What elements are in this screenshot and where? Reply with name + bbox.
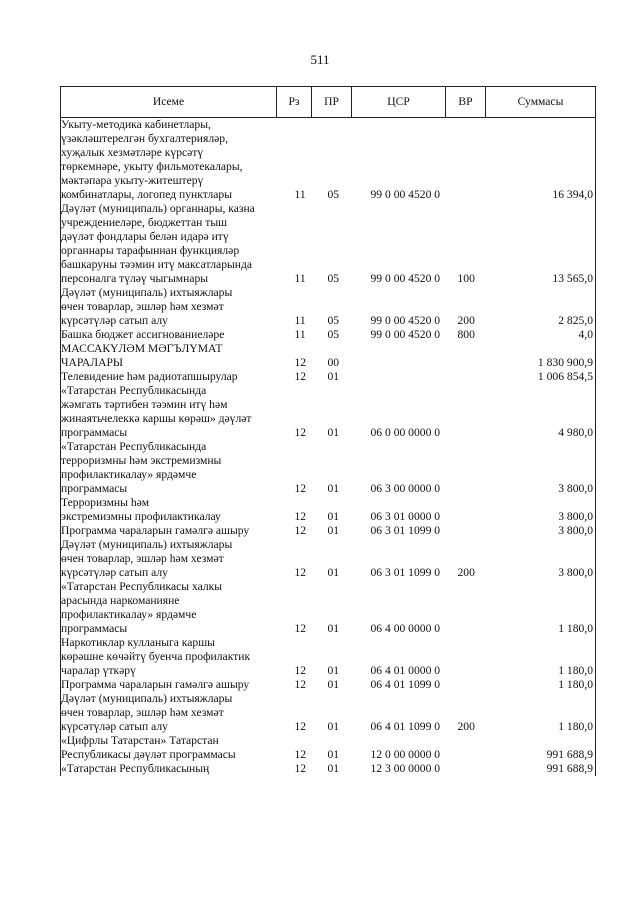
row-pr [312, 496, 352, 524]
row-csr-text: 99 0 00 4520 0 [370, 328, 441, 341]
row-vr [446, 384, 486, 440]
row-pr [312, 636, 352, 678]
row-pr-text: 05 [327, 328, 340, 341]
row-sum [486, 328, 596, 342]
row-pr [312, 692, 352, 734]
row-rz-text: 12 [294, 426, 307, 439]
page-number: 511 [310, 52, 330, 67]
row-sum [486, 342, 596, 370]
row-sum-text: 1 180,0 [558, 678, 593, 691]
row-pr-text: 00 [327, 356, 340, 369]
row-pr-text: 01 [327, 524, 340, 537]
row-pr-text: 05 [327, 188, 340, 201]
row-sum-text: 1 180,0 [558, 622, 593, 635]
row-sum-text: 991 688,9 [546, 748, 593, 761]
row-name-text: МАССАКҮЛӘМ МӘГЪЛҮМАТ ЧАРАЛАРЫ [61, 342, 223, 369]
row-pr-text: 05 [327, 314, 340, 327]
row-vr [446, 328, 486, 342]
header-rz: Рз [277, 87, 312, 118]
table-row [61, 328, 596, 342]
row-rz [277, 328, 312, 342]
table-row [61, 384, 596, 440]
row-sum-text: 3 800,0 [558, 566, 593, 579]
row-rz-text: 11 [294, 272, 306, 285]
row-pr [312, 370, 352, 384]
row-sum [486, 678, 596, 692]
row-name-text: Наркотиклар кулланыга каршы көрәшне көчәйтү буенча профилактик чаралар үткәрү [61, 636, 251, 677]
table-row [61, 580, 596, 636]
row-sum-text: 991 688,9 [546, 762, 593, 775]
row-rz-text: 11 [294, 188, 306, 201]
row-pr [312, 342, 352, 370]
row-name-text: «Татарстан Республикасы халкы арасында наркоманияне профилактикалау» ярдәмче программасы [61, 580, 223, 635]
row-pr-text: 01 [327, 664, 340, 677]
row-pr [312, 538, 352, 580]
row-name-text: «Татарстан Республикасында жәмгать тәртибен тәэмин итү һәм жинаятьчелеккә каршы көрәш» дәүләт программасы [61, 384, 252, 439]
row-name [61, 762, 277, 776]
row-rz-text: 12 [294, 482, 307, 495]
row-pr [312, 762, 352, 776]
row-pr [312, 678, 352, 692]
row-sum [486, 636, 596, 678]
row-name [61, 538, 277, 580]
row-rz-text: 12 [294, 566, 307, 579]
row-rz [277, 678, 312, 692]
header-pr: ПР [312, 87, 352, 118]
row-rz [277, 118, 312, 203]
row-rz-text: 12 [294, 370, 307, 383]
row-csr-text: 12 3 00 0000 0 [370, 762, 441, 775]
row-sum [486, 384, 596, 440]
row-name-text: «Татарстан Республикасында терроризмны һәм экстремизмны профилактикалау» ярдәмче программасы [61, 440, 222, 495]
row-csr [352, 370, 446, 384]
table-row [61, 734, 596, 762]
row-sum [486, 538, 596, 580]
table-row [61, 342, 596, 370]
row-csr [352, 762, 446, 776]
row-sum-text: 4 980,0 [558, 426, 593, 439]
row-csr [352, 524, 446, 538]
row-csr-text: 06 0 00 0000 0 [370, 426, 441, 439]
row-sum [486, 762, 596, 776]
row-sum [486, 734, 596, 762]
row-rz [277, 370, 312, 384]
row-rz [277, 734, 312, 762]
row-rz [277, 580, 312, 636]
row-sum-text: 3 800,0 [558, 510, 593, 523]
row-rz [277, 496, 312, 524]
budget-table [60, 86, 596, 776]
row-vr-text: 200 [457, 720, 475, 733]
row-name-text: «Цифрлы Татарстан» Татарстан Республикасы дәүләт программасы [61, 734, 236, 761]
row-csr-text: 06 4 01 1099 0 [370, 720, 441, 733]
row-sum [486, 118, 596, 203]
row-name [61, 370, 277, 384]
row-vr-text: 800 [457, 328, 475, 341]
row-name-text: «Татарстан Республикасының [61, 762, 210, 775]
row-vr [446, 524, 486, 538]
row-sum [486, 524, 596, 538]
row-pr-text: 01 [327, 510, 340, 523]
row-pr-text: 01 [327, 370, 340, 383]
row-rz-text: 12 [294, 748, 307, 761]
row-sum-text: 3 800,0 [558, 524, 593, 537]
row-rz [277, 692, 312, 734]
row-pr-text: 01 [327, 762, 340, 775]
header-vr: ВР [446, 87, 486, 118]
row-csr [352, 202, 446, 286]
row-vr [446, 440, 486, 496]
row-vr [446, 580, 486, 636]
row-rz [277, 538, 312, 580]
row-rz-text: 11 [294, 328, 306, 341]
row-sum [486, 496, 596, 524]
row-name-text: Дәүләт (муниципаль) ихтыяжлары өчен товарлар, эшләр һәм хезмәт күрсәтүләр сатып алу [61, 692, 233, 733]
row-pr-text: 01 [327, 720, 340, 733]
row-csr-text: 99 0 00 4520 0 [370, 314, 441, 327]
row-name [61, 524, 277, 538]
row-csr-text: 12 0 00 0000 0 [370, 748, 441, 761]
row-rz-text: 12 [294, 664, 307, 677]
table-row [61, 370, 596, 384]
row-rz-text: 11 [294, 314, 306, 327]
table-row [61, 286, 596, 328]
row-csr [352, 496, 446, 524]
row-rz [277, 636, 312, 678]
row-pr [312, 328, 352, 342]
row-pr [312, 734, 352, 762]
row-pr [312, 440, 352, 496]
row-sum-text: 1 006 854,5 [537, 370, 593, 383]
row-vr [446, 762, 486, 776]
row-pr-text: 01 [327, 426, 340, 439]
row-csr-text: 06 4 01 1099 0 [370, 678, 441, 691]
row-sum [486, 692, 596, 734]
header-name: Исеме [61, 87, 277, 118]
row-vr [446, 678, 486, 692]
row-csr [352, 538, 446, 580]
row-vr [446, 202, 486, 286]
table-header-row [61, 87, 596, 118]
row-sum-text: 16 394,0 [552, 188, 593, 201]
row-csr [352, 342, 446, 370]
row-sum [486, 580, 596, 636]
table-row [61, 524, 596, 538]
row-vr [446, 692, 486, 734]
row-rz [277, 384, 312, 440]
row-csr [352, 636, 446, 678]
row-pr-text: 01 [327, 678, 340, 691]
row-csr [352, 734, 446, 762]
row-rz [277, 342, 312, 370]
table-row [61, 440, 596, 496]
row-vr [446, 496, 486, 524]
row-pr [312, 118, 352, 203]
row-name-text: Телевидение һәм радиотапшырулар [61, 370, 238, 383]
row-rz-text: 12 [294, 678, 307, 691]
row-csr [352, 384, 446, 440]
row-rz [277, 202, 312, 286]
row-csr [352, 692, 446, 734]
row-name-text: Терроризмны һәм экстремизмны профилактикалау [61, 496, 221, 523]
row-csr [352, 328, 446, 342]
row-pr-text: 01 [327, 566, 340, 579]
row-csr-text: 99 0 00 4520 0 [370, 188, 441, 201]
row-name [61, 118, 277, 203]
row-csr [352, 440, 446, 496]
row-sum [486, 440, 596, 496]
row-name [61, 580, 277, 636]
row-name-text: Программа чараларын гамәлгә ашыру [61, 678, 250, 691]
row-pr [312, 524, 352, 538]
row-name [61, 286, 277, 328]
row-name-text: Башка бюджет ассигнованиеләре [61, 328, 225, 341]
table-row [61, 496, 596, 524]
row-csr-text: 06 3 00 0000 0 [370, 482, 441, 495]
row-csr-text: 06 4 01 0000 0 [370, 664, 441, 677]
budget-table-wrapper [60, 86, 595, 776]
row-csr-text: 06 3 01 0000 0 [370, 510, 441, 523]
row-sum [486, 202, 596, 286]
row-name [61, 384, 277, 440]
row-name-text: Укыту-методика кабинетлары, үзәкләштерелгән бухгалтерияләр, хуҗалык хезмәтләре күрсәтү төркемнәре, укыту фильмотекалары, мәктәпара укыту-житештерү комбинатлары, логопед пунктлары [61, 118, 243, 201]
row-vr [446, 538, 486, 580]
row-rz-text: 12 [294, 720, 307, 733]
table-row [61, 636, 596, 678]
row-vr [446, 370, 486, 384]
row-name-text: Дәүләт (муниципаль) ихтыяжлары өчен товарлар, эшләр һәм хезмәт күрсәтүләр сатып алу [61, 538, 233, 579]
row-csr-text: 99 0 00 4520 0 [370, 272, 441, 285]
row-name-text: Программа чараларын гамәлгә ашыру [61, 524, 250, 537]
row-sum [486, 286, 596, 328]
row-rz-text: 12 [294, 510, 307, 523]
row-name [61, 202, 277, 286]
row-csr-text: 06 3 01 1099 0 [370, 566, 441, 579]
row-rz [277, 286, 312, 328]
row-pr [312, 286, 352, 328]
row-name [61, 440, 277, 496]
row-vr [446, 118, 486, 203]
row-name [61, 496, 277, 524]
table-body [61, 118, 596, 777]
row-sum-text: 13 565,0 [552, 272, 593, 285]
row-name [61, 692, 277, 734]
row-csr [352, 580, 446, 636]
row-pr-text: 01 [327, 482, 340, 495]
row-name [61, 328, 277, 342]
row-name [61, 678, 277, 692]
row-csr [352, 678, 446, 692]
row-name [61, 734, 277, 762]
row-sum-text: 1 830 900,9 [537, 356, 593, 369]
row-name-text: Дәүләт (муниципаль) органнары, казна учреждениеләре, бюджеттан тыш дәүләт фондлары белән идарә итү органнары тарафыннан функцияләр башкаруны тәэмин итү максатларында персоналга түләү чыгымнары [61, 202, 255, 285]
row-vr [446, 636, 486, 678]
row-vr-text: 200 [457, 566, 475, 579]
row-csr-text: 06 4 00 0000 0 [370, 622, 441, 635]
row-rz-text: 12 [294, 356, 307, 369]
table-row [61, 202, 596, 286]
row-vr [446, 342, 486, 370]
table-row [61, 762, 596, 776]
row-csr [352, 286, 446, 328]
row-pr [312, 202, 352, 286]
row-pr [312, 580, 352, 636]
row-rz-text: 12 [294, 524, 307, 537]
row-name [61, 342, 277, 370]
row-pr [312, 384, 352, 440]
row-sum-text: 1 180,0 [558, 664, 593, 677]
row-rz [277, 524, 312, 538]
header-csr: ЦСР [352, 87, 446, 118]
table-row [61, 678, 596, 692]
row-rz-text: 12 [294, 762, 307, 775]
row-vr [446, 734, 486, 762]
header-sum: Суммасы [486, 87, 596, 118]
row-sum-text: 2 825,0 [558, 314, 593, 327]
row-vr [446, 286, 486, 328]
row-rz [277, 440, 312, 496]
row-sum-text: 3 800,0 [558, 482, 593, 495]
row-name-text: Дәүләт (муниципаль) ихтыяжлары өчен товарлар, эшләр һәм хезмәт күрсәтүләр сатып алу [61, 286, 233, 327]
row-name [61, 636, 277, 678]
table-row [61, 118, 596, 203]
row-pr-text: 05 [327, 272, 340, 285]
row-rz-text: 12 [294, 622, 307, 635]
table-row [61, 692, 596, 734]
row-sum-text: 1 180,0 [558, 720, 593, 733]
row-pr-text: 01 [327, 622, 340, 635]
table-row [61, 538, 596, 580]
row-csr [352, 118, 446, 203]
row-vr-text: 100 [457, 272, 475, 285]
row-csr-text: 06 3 01 1099 0 [370, 524, 441, 537]
row-rz [277, 762, 312, 776]
row-sum [486, 370, 596, 384]
row-sum-text: 4,0 [578, 328, 593, 341]
row-pr-text: 01 [327, 748, 340, 761]
row-vr-text: 200 [457, 314, 475, 327]
